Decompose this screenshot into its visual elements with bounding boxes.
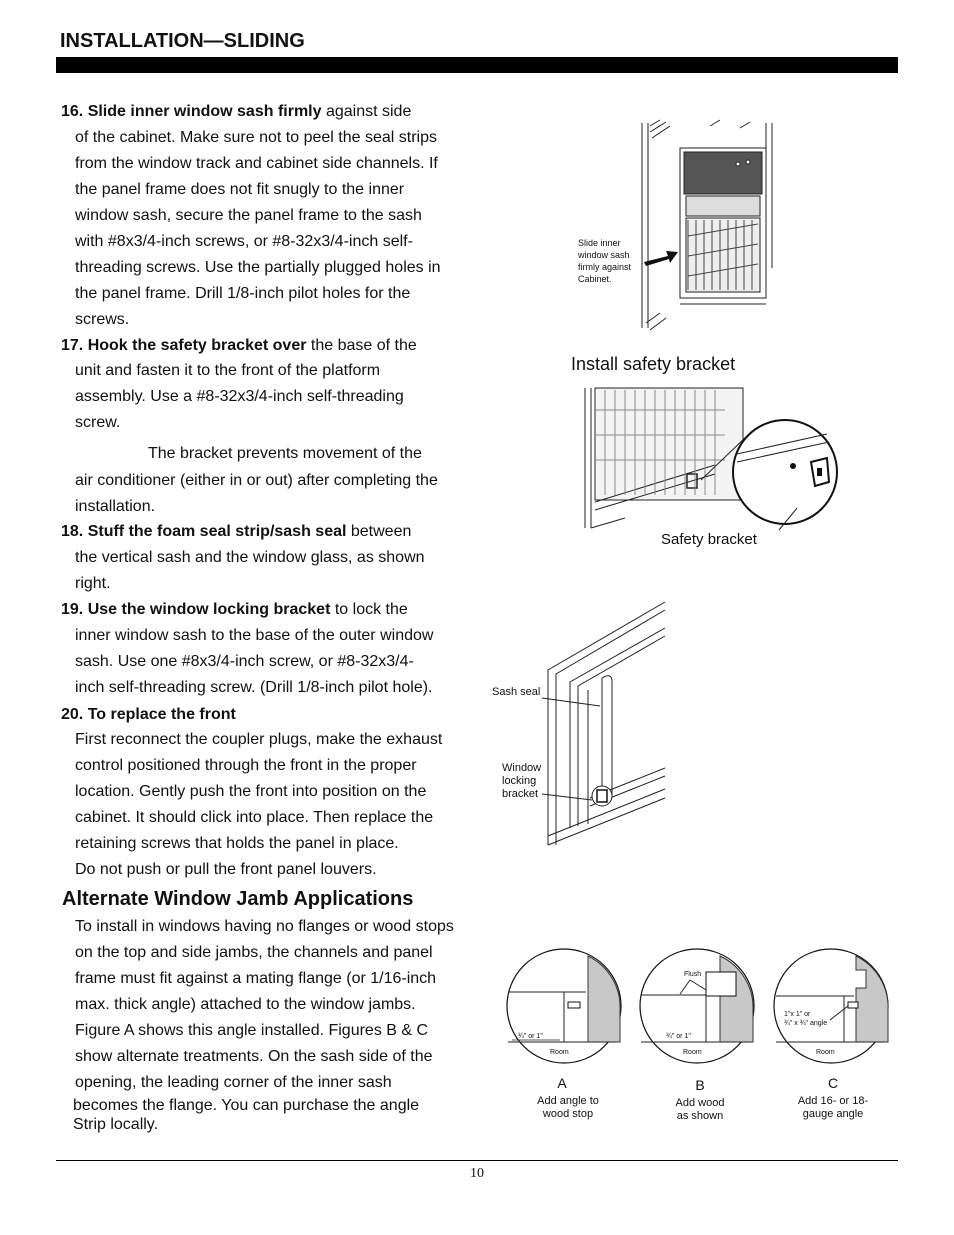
step-18-lead: 18. Stuff the foam seal strip/sash seal bbox=[61, 523, 347, 540]
jamb-detail-figures bbox=[500, 950, 900, 1130]
jamb-c-angle-line: ¾" x ¾" angle bbox=[784, 1020, 828, 1027]
jamb-c-caption-line: gauge angle bbox=[802, 1108, 864, 1120]
step-18-line: right. bbox=[75, 575, 111, 592]
sash-label-line: window sash bbox=[578, 250, 630, 260]
step-16-first-line bbox=[61, 103, 411, 121]
jamb-a-dimension: ¾" or 1" bbox=[518, 1033, 543, 1040]
step-17-line: unit and fasten it to the front of the platform bbox=[75, 362, 381, 379]
step-16-line: window sash, secure the panel frame to the sash bbox=[75, 207, 422, 224]
step-17-line: screw. bbox=[75, 414, 121, 431]
step-17-note-line: installation. bbox=[75, 498, 156, 515]
locking-bracket-label-line: locking bbox=[502, 775, 537, 787]
jamb-a-caption-line: wood stop bbox=[542, 1108, 594, 1120]
sash-seal-label: Sash seal bbox=[492, 686, 541, 698]
alternate-line: Figure A shows this angle installed. Figures B & C bbox=[75, 1022, 429, 1039]
step-17-note-line: The bracket prevents movement of the bbox=[148, 445, 422, 462]
step-20-line: location. Gently push the front into position on the bbox=[75, 783, 427, 800]
sash-label-line: Slide inner bbox=[578, 238, 621, 248]
step-17-note-line: air conditioner (either in or out) after completing the bbox=[75, 472, 438, 489]
step-20-lead: 20. To replace the front bbox=[61, 706, 236, 723]
jamb-b-flush: Flush bbox=[684, 971, 702, 978]
step-16-line: the panel frame does not fit snugly to the inner bbox=[75, 181, 405, 198]
step-16-line: threading screws. Use the partially plugged holes in bbox=[75, 259, 441, 276]
alternate-line: To install in windows having no flanges or wood stops bbox=[75, 918, 454, 935]
sash-seal-figure bbox=[490, 600, 675, 855]
step-17-first-line bbox=[61, 337, 417, 355]
safety-bracket-figure bbox=[565, 350, 845, 550]
alternate-line: on the top and side jambs, the channels and panel bbox=[75, 944, 433, 961]
alternate-line: opening, the leading corner of the inner sash bbox=[75, 1074, 392, 1091]
step-19-line: inch self-threading screw. (Drill 1/8-inch pilot hole). bbox=[75, 679, 433, 696]
safety-bracket-title: Install safety bracket bbox=[571, 354, 736, 374]
page-title: INSTALLATION—SLIDING bbox=[60, 30, 305, 52]
jamb-detail-b bbox=[640, 949, 754, 1122]
step-19-lead: 19. Use the window locking bracket bbox=[61, 601, 331, 618]
step-16-line: the panel frame. Drill 1/8-inch pilot holes for the bbox=[75, 285, 411, 302]
jamb-a-letter: A bbox=[557, 1075, 567, 1091]
step-19-line: inner window sash to the base of the outer window bbox=[75, 627, 434, 644]
alternate-line: max. thick angle) attached to the window jambs. bbox=[75, 996, 416, 1013]
jamb-b-dimension: ¾" or 1" bbox=[666, 1033, 691, 1040]
step-20-line: cabinet. It should click into place. Then replace the bbox=[75, 809, 434, 826]
step-20-line: First reconnect the coupler plugs, make the exhaust bbox=[75, 731, 443, 748]
step-16-lead: 16. Slide inner window sash firmly bbox=[61, 103, 322, 120]
step-19-line: sash. Use one #8x3/4-inch screw, or #8-32x3/4- bbox=[75, 653, 414, 670]
step-19-first-line bbox=[61, 601, 408, 619]
jamb-c-letter: C bbox=[827, 1075, 839, 1091]
step-16-line: screws. bbox=[75, 311, 130, 328]
locking-bracket-label-line: Window bbox=[502, 762, 542, 774]
page-number: 10 bbox=[470, 1166, 484, 1181]
alternate-line: frame must fit against a mating flange (or 1/16-inch bbox=[75, 970, 437, 987]
step-17-line: assembly. Use a #8-32x3/4-inch self-threading bbox=[75, 388, 404, 405]
safety-bracket-callout: Safety bracket bbox=[661, 531, 757, 548]
locking-bracket-label-line: bracket bbox=[502, 788, 539, 800]
sash-label-line: firmly against bbox=[578, 262, 632, 272]
jamb-detail-a bbox=[507, 949, 621, 1120]
sash-label-line: Cabinet. bbox=[578, 274, 612, 284]
step-18-lead-rest: between bbox=[346, 523, 412, 540]
jamb-a-caption-line: Add angle to bbox=[537, 1095, 599, 1107]
jamb-b-caption-line: as shown bbox=[676, 1110, 724, 1122]
step-17-lead-rest: the base of the bbox=[306, 337, 417, 354]
jamb-a-room: Room bbox=[550, 1049, 569, 1056]
step-16-lead-rest: against side bbox=[321, 103, 412, 120]
alternate-line: Strip locally. bbox=[73, 1116, 159, 1133]
step-20-line: control positioned through the front in the proper bbox=[75, 757, 417, 774]
step-20-line: Do not push or pull the front panel louvers. bbox=[75, 861, 377, 878]
alternate-line: show alternate treatments. On the sash side of the bbox=[75, 1048, 433, 1065]
step-18-line: the vertical sash and the window glass, as shown bbox=[75, 549, 425, 566]
section-heading: Alternate Window Jamb Applications bbox=[62, 888, 414, 910]
jamb-detail-c bbox=[774, 949, 888, 1120]
step-17-lead: 17. Hook the safety bracket over bbox=[61, 337, 307, 354]
jamb-b-caption-line: Add wood bbox=[675, 1097, 725, 1109]
step-16-line: with #8x3/4-inch screws, or #8-32x3/4-inch self- bbox=[75, 233, 413, 250]
jamb-c-angle-line: 1"x 1" or bbox=[784, 1011, 811, 1018]
jamb-c-caption-line: Add 16- or 18- bbox=[797, 1095, 869, 1107]
jamb-c-room: Room bbox=[816, 1049, 835, 1056]
title-rule bbox=[56, 57, 898, 73]
step-16-line: from the window track and cabinet side channels. If bbox=[75, 155, 438, 172]
step-16-line: of the cabinet. Make sure not to peel the seal strips bbox=[75, 129, 437, 146]
footer-rule bbox=[56, 1160, 898, 1161]
step-20-line: retaining screws that holds the panel in place. bbox=[75, 835, 399, 852]
step-18-first-line bbox=[61, 523, 411, 541]
step-19-lead-rest: to lock the bbox=[330, 601, 408, 618]
sash-figure bbox=[570, 118, 780, 333]
alternate-line: becomes the flange. You can purchase the angle bbox=[73, 1097, 420, 1114]
jamb-b-letter: B bbox=[695, 1077, 705, 1093]
jamb-b-room: Room bbox=[683, 1049, 702, 1056]
